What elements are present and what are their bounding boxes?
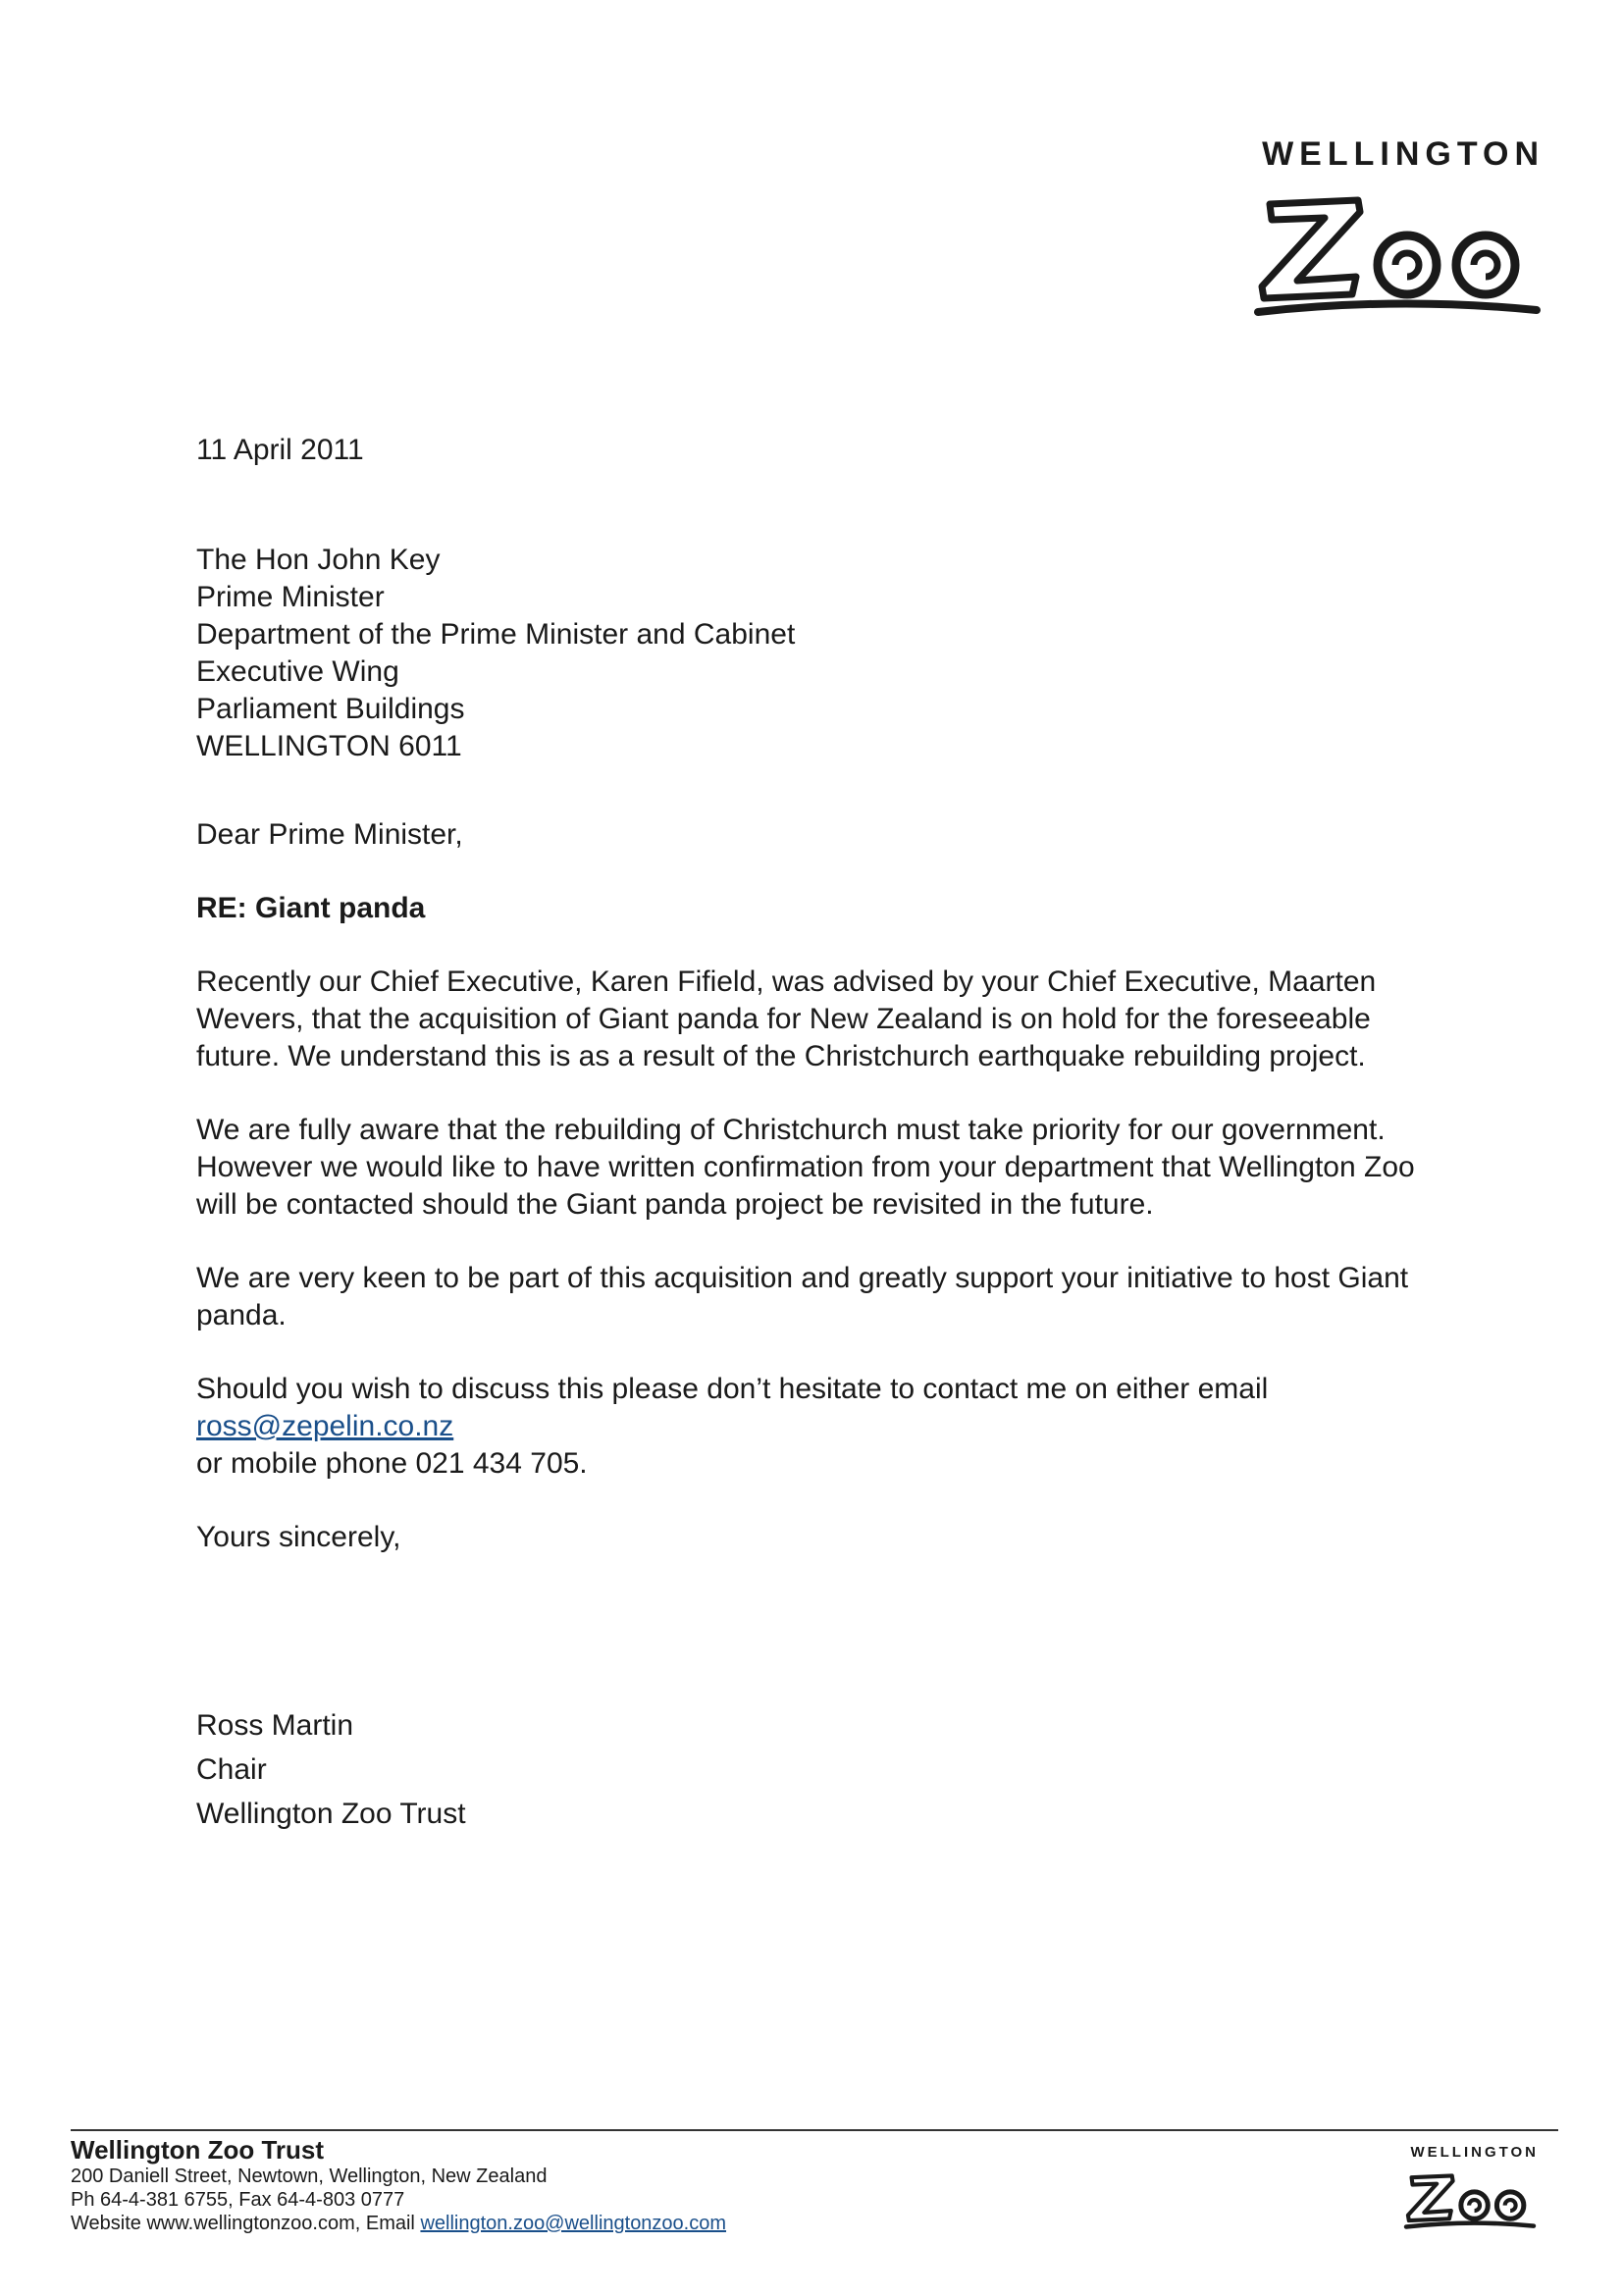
- signature-line: Wellington Zoo Trust: [196, 1798, 466, 1830]
- contact-phone-text: or mobile phone 021 434 705.: [196, 1447, 588, 1480]
- address-line: The Hon John Key: [196, 544, 441, 576]
- body-paragraph: Recently our Chief Executive, Karen Fifield, was advised by your Chief Executive, Maarten Wevers, that the acquisition of Giant panda for New Zealand is on hold for the foreseeable future. We understand this is as a result of the Christchurch earthquake rebuilding project.: [196, 965, 1377, 1072]
- footer-email-link[interactable]: wellington.zoo@wellingtonzoo.com: [420, 2213, 727, 2234]
- letter-body: [196, 432, 1433, 1836]
- wellington-zoo-logo: [1221, 137, 1544, 324]
- letter-date: 11 April 2011: [196, 434, 364, 466]
- footer-web: [71, 2212, 1558, 2235]
- body-paragraph: We are fully aware that the rebuilding of Christchurch must take priority for our government. However we would like to have written confirmation from your department that Wellington Zoo will be contacted should the Giant panda project be revisited in the future.: [196, 1114, 1415, 1221]
- salutation: Dear Prime Minister,: [196, 818, 463, 851]
- footer-org-name: Wellington Zoo Trust: [71, 2135, 325, 2165]
- footer-phone: Ph 64-4-381 6755, Fax 64-4-803 0777: [71, 2189, 405, 2211]
- contact-text: Should you wish to discuss this please don’t hesitate to contact me on either email: [196, 1373, 1269, 1405]
- address-line: Prime Minister: [196, 581, 385, 613]
- signature-block: [196, 1703, 1433, 1836]
- subject-line: RE: Giant panda: [196, 892, 426, 924]
- letterhead-footer: [71, 2129, 1558, 2235]
- address-line: Parliament Buildings: [196, 693, 465, 725]
- zoo-logo-icon: [1401, 2169, 1539, 2232]
- address-line: Executive Wing: [196, 655, 399, 688]
- logo-wordmark: WELLINGTON: [1262, 135, 1544, 173]
- body-paragraph: We are very keen to be part of this acquisition and greatly support your initiative to host Giant panda.: [196, 1262, 1409, 1331]
- footer-logo-wordmark: WELLINGTON: [1410, 2144, 1539, 2161]
- footer-address: 200 Daniell Street, Newtown, Wellington, New Zealand: [71, 2166, 548, 2187]
- contact-email-link[interactable]: ross@zepelin.co.nz: [196, 1410, 454, 1442]
- closing: Yours sincerely,: [196, 1521, 401, 1553]
- recipient-address: [196, 542, 1433, 765]
- contact-paragraph: [196, 1371, 1433, 1483]
- signature-line: Chair: [196, 1753, 267, 1786]
- footer-web-text: Website www.wellingtonzoo.com, Email: [71, 2213, 421, 2234]
- address-line: Department of the Prime Minister and Cabinet: [196, 618, 796, 651]
- footer-logo: [1391, 2145, 1539, 2232]
- signature-line: Ross Martin: [196, 1709, 354, 1742]
- address-line: WELLINGTON 6011: [196, 730, 462, 762]
- zoo-logo-icon: [1250, 186, 1544, 324]
